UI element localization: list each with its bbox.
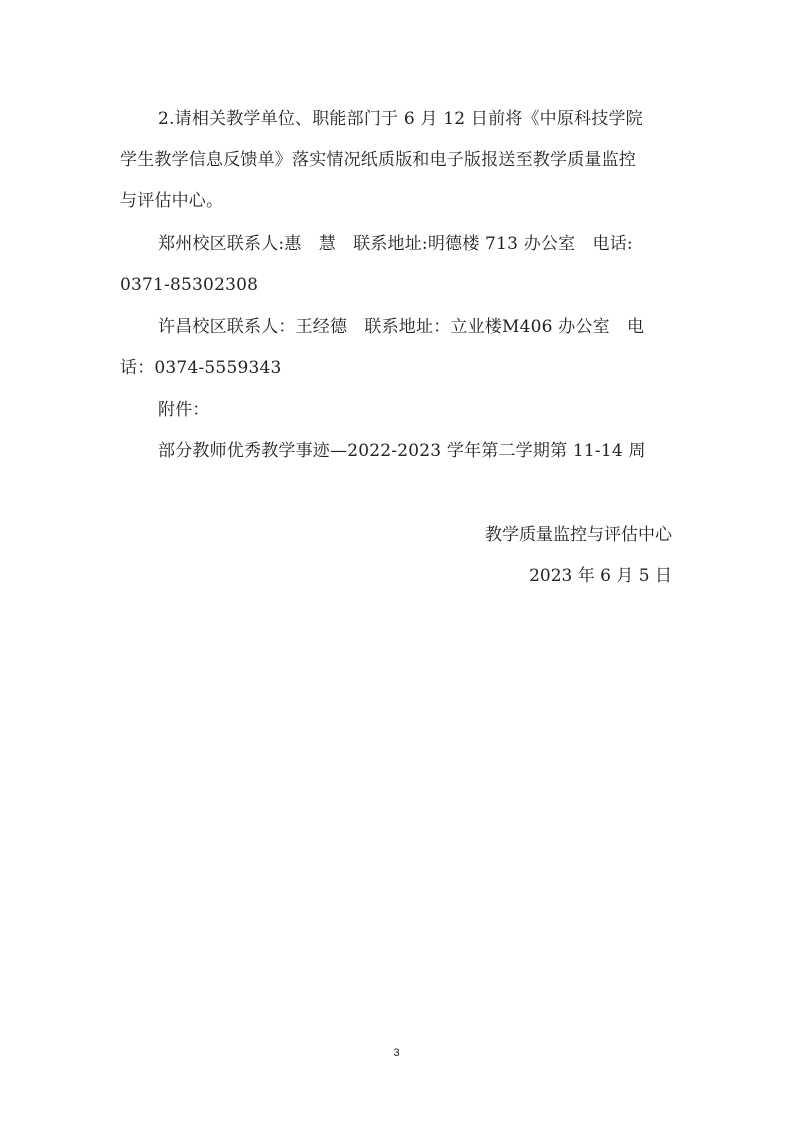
page-number: 3 [393,1047,400,1059]
zhengzhou-contact-line-1: 郑州校区联系人:惠 慧 联系地址:明德楼 713 办公室 电话: [158,234,633,254]
attachment-label: 附件： [158,400,210,420]
paragraph-2-line-2: 学生教学信息反馈单》落实情况纸质版和电子版报送至教学质量监控 [120,150,636,170]
signature-date: 2023 年 6 月 5 日 [529,566,672,586]
paragraph-2-line-3: 与评估中心。 [120,191,224,211]
signature-organization: 教学质量监控与评估中心 [485,525,672,545]
attachment-item: 部分教师优秀教学事迹—2022-2023 学年第二学期第 11-14 周 [158,441,646,461]
paragraph-2-line-1: 2.请相关教学单位、职能部门于 6 月 12 日前将《中原科技学院 [158,109,643,129]
xuchang-contact-line-1: 许昌校区联系人：王经德 联系地址：立业楼M406 办公室 电 [158,317,645,337]
xuchang-contact-phone: 话：0374-5559343 [120,358,282,378]
zhengzhou-contact-phone: 0371-85302308 [120,275,259,295]
